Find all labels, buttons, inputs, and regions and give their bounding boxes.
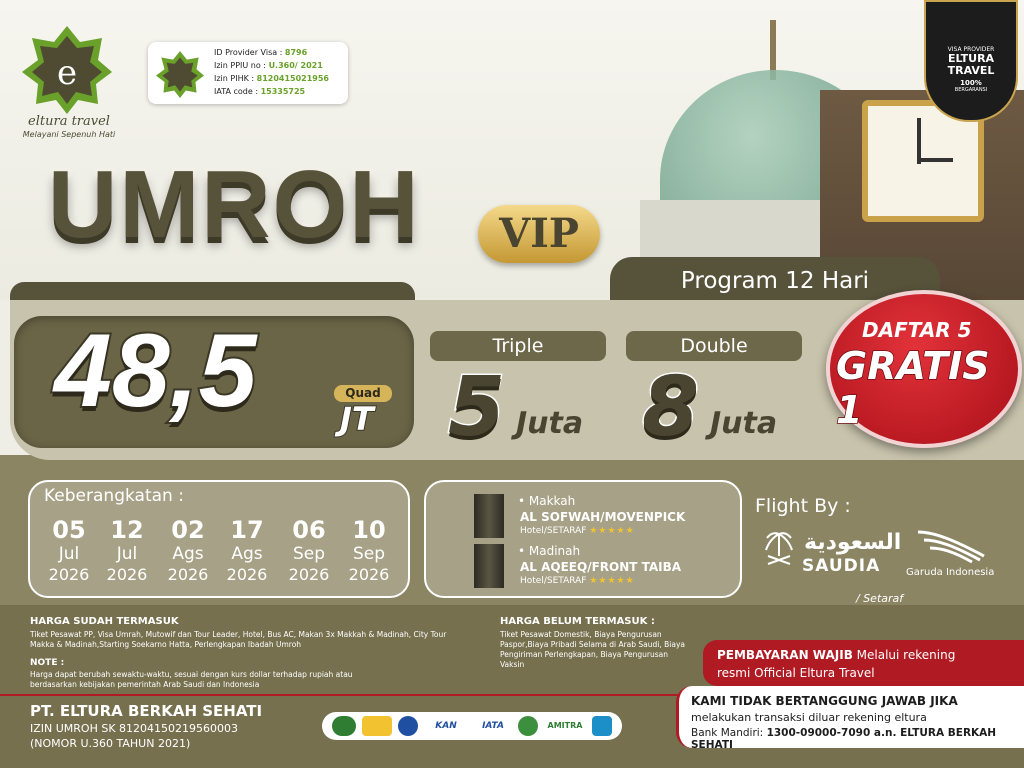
amitra-logo: AMITRA: [547, 721, 583, 730]
eltura-logo-icon: [156, 50, 204, 98]
brand-name: eltura travel: [28, 114, 110, 129]
brand-tagline: Melayani Sepenuh Hati: [22, 130, 116, 139]
saudia-arabic: السعودية: [804, 530, 902, 555]
building-icon: [474, 544, 504, 588]
garuda-logo-text: Garuda Indonesia: [906, 567, 995, 578]
saudia-palm-icon: [762, 528, 796, 568]
vip-label: VIP: [499, 210, 579, 257]
badge-line: TRAVEL: [947, 64, 995, 77]
payment-bold: PEMBAYARAN WAJIB: [717, 648, 853, 662]
warning-notice: [676, 686, 1024, 751]
included-title: HARGA SUDAH TERMASUK: [30, 616, 179, 627]
excluded-text: Tiket Pesawat Domestik, Biaya Pengurusan Paspor,Biaya Pribadi Selama di Arab Saudi, Biaya Pengiriman Perlengkapan, Biaya Pengurusan Vaksin: [500, 630, 685, 669]
triple-unit: Juta: [516, 406, 584, 441]
company-sk: IZIN UMROH SK 81204150219560003: [30, 722, 239, 735]
saudia-logo-text: SAUDIA: [802, 556, 881, 576]
hotel-rating: Hotel/SETARAF ★★★★★: [520, 576, 635, 586]
clock-hand: [917, 158, 953, 162]
bpjs-logo-icon: [592, 716, 612, 736]
hotel-name: AL AQEEQ/FRONT TAIBA: [520, 560, 682, 574]
triple-label: Triple: [430, 331, 606, 361]
globe-logo-icon: [518, 716, 538, 736]
departure-date: 10 Sep 2026: [348, 516, 390, 584]
hotel-name: AL SOFWAH/MOVENPICK: [520, 510, 686, 524]
flight-title: Flight By :: [755, 495, 851, 517]
eltura-logo-icon: [22, 24, 112, 114]
departure-date: 06 Sep 2026: [288, 516, 330, 584]
license-ppiu: Izin PPIU no : U.360/ 2021: [214, 61, 323, 70]
promo-line1: DAFTAR 5: [862, 318, 972, 342]
hotel-city: • Makkah: [518, 494, 576, 508]
hotel-box: [424, 480, 742, 598]
triple-price: 5: [448, 360, 506, 455]
partner-logos: [322, 712, 622, 740]
payment-notice: [703, 640, 1024, 686]
visa-provider-badge: [924, 0, 1018, 122]
hotel-city: • Madinah: [518, 544, 581, 558]
warning-title: KAMI TIDAK BERTANGGUNG JAWAB JIKA: [691, 694, 958, 708]
garuda-logo-icon: [914, 526, 988, 566]
license-iata: IATA code : 15335725: [214, 87, 306, 96]
badge-line: ELTURA: [947, 52, 995, 65]
departure-date: 02 Ags 2026: [167, 516, 209, 584]
double-unit: Juta: [710, 406, 778, 441]
kemenag-logo-icon: [332, 716, 356, 736]
badge-line: VISA PROVIDER: [947, 46, 995, 53]
company-nomor: (NOMOR U.360 TAHUN 2021): [30, 737, 191, 750]
star-icon: ★★★★★: [589, 576, 635, 586]
payment-rest: Melalui rekening: [852, 648, 956, 662]
note-title: NOTE :: [30, 658, 65, 668]
note-text: Harga dapat berubah sewaktu-waktu, sesuai dengan kurs dollar terhadap rupiah atau berdasarkan kebijakan pemerintah Arab Saudi dan Indonesia: [30, 670, 353, 689]
included-text: Tiket Pesawat PP, Visa Umrah, Mutowif dan Tour Leader, Hotel, Bus AC, Makan 3x Makkah & Madinah, City Tour Makka & Madinah,Starting Soekarno Hatta, Perlengkapan Ibadah Umroh: [30, 630, 447, 649]
excluded-title: HARGA BELUM TERMASUK :: [500, 616, 655, 627]
program-duration: Program 12 Hari: [610, 257, 940, 305]
title-umroh: UMROH: [48, 151, 421, 258]
flight-setaraf: / Setaraf: [856, 592, 904, 605]
building-icon: [474, 494, 504, 538]
quad-label: Quad: [334, 385, 392, 402]
certification-logo-icon: [398, 716, 418, 736]
iata-logo: IATA: [482, 721, 504, 731]
departure-date: 12 Jul 2026: [106, 516, 148, 584]
badge-line: 100%: [960, 79, 982, 87]
warning-line: melakukan transaksi diluar rekening eltura: [691, 711, 927, 724]
hotel-rating: Hotel/SETARAF ★★★★★: [520, 526, 635, 536]
payment-line2: resmi Official Eltura Travel: [717, 666, 875, 680]
license-pihk: Izin PIHK : 8120415021956: [214, 74, 329, 83]
company-name: PT. ELTURA BERKAH SEHATI: [30, 702, 263, 720]
license-visa: ID Provider Visa : 8796: [214, 48, 308, 57]
double-label: Double: [626, 331, 802, 361]
departure-title: Keberangkatan :: [44, 486, 184, 506]
svg-text:e: e: [56, 53, 78, 93]
bank-account: Bank Mandiri: 1300-09000-7090 a.n. ELTURA BERKAH SEHATI: [691, 727, 997, 751]
license-card: [148, 42, 348, 104]
badge-line: BERGARANSI: [954, 87, 988, 93]
quad-price: 48,5: [54, 313, 257, 429]
price-unit: JT: [340, 400, 374, 438]
promo-line2: GRATIS 1: [836, 344, 990, 432]
departure-date: 05 Jul 2026: [48, 516, 90, 584]
departure-date: 17 Ags 2026: [226, 516, 268, 584]
vip-pill: [478, 205, 600, 263]
double-price: 8: [642, 360, 700, 455]
association-logo-icon: [362, 716, 392, 736]
kan-logo: KAN: [435, 721, 457, 731]
star-icon: ★★★★★: [589, 526, 635, 536]
